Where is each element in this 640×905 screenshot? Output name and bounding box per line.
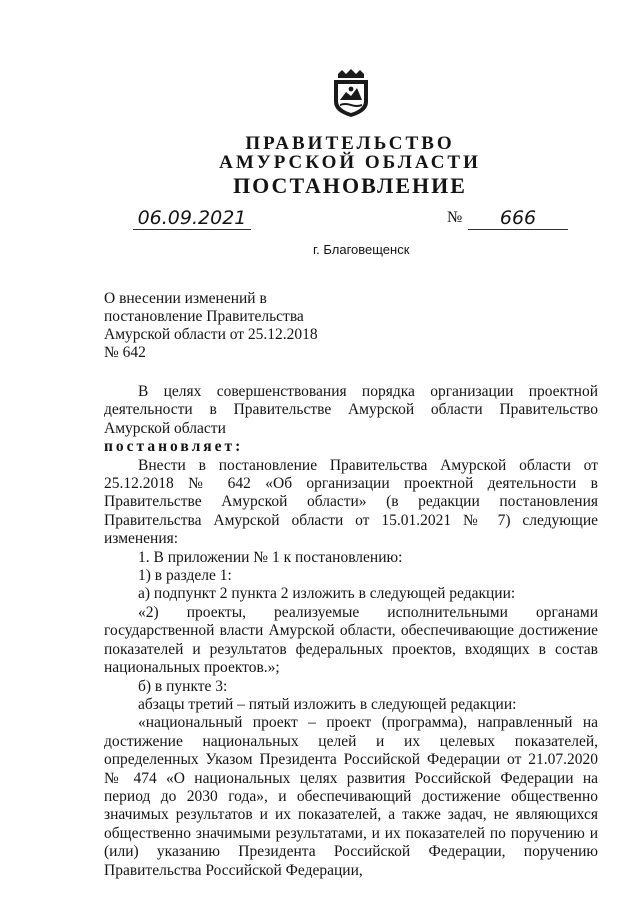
organization-title-line1: ПРАВИТЕЛЬСТВО [245, 133, 455, 154]
document-body [104, 383, 598, 880]
subject-line: № 642 [104, 344, 146, 361]
city-name: г. Благовещенск [313, 242, 410, 257]
subject-line: О внесении изменений в [104, 290, 267, 307]
body-paragraph: «2) проекты, реализуемые исполнительными органами государственной власти Амурской области, обеспечивающие достижение показателей и результатов федеральных проектов, входящих в состав национальных проектов.»; [104, 603, 598, 677]
subject-line: постановление Правительства [104, 308, 304, 325]
body-paragraph: «национальный проект – проект (программа), направленный на достижение национальных целей и их целевых показателей, определенных Указом Президента Российской Федерации от 21.07.2020 № 474 «О национальных целях развития Российской Федерации на период до 2030 года», и обеспечивающий достижение общественно значимых результатов и их показателей, а также задач, не являющихся общественно значимыми результатами, и их показателей по поручению и (или) указанию Президента Российской Федерации, поручению Правительства Российской Федерации, [104, 714, 598, 879]
body-paragraph: 1) в разделе 1: [138, 567, 232, 585]
document-date: 06.09.2021 [133, 207, 251, 230]
body-paragraph: 1. В приложении № 1 к постановлению: [138, 548, 403, 566]
number-label: № [447, 209, 463, 226]
body-paragraph: а) подпункт 2 пункта 2 изложить в следующей редакции: [138, 585, 516, 603]
body-paragraph: абзацы третий – пятый изложить в следующей редакции: [138, 695, 517, 713]
coat-of-arms-emblem [330, 68, 372, 118]
subject-line: Амурской области от 25.12.2018 [104, 326, 318, 343]
resolves-word: постановляет: [104, 438, 244, 456]
document-subject [104, 290, 364, 362]
body-paragraph: б) в пункте 3: [138, 677, 228, 695]
preamble-paragraph: В целях совершенствования порядка организации проектной деятельности в Правительстве Амурской области Правительство Амурской области [104, 383, 598, 437]
organization-title-line2: АМУРСКОЙ ОБЛАСТИ [219, 152, 481, 173]
body-paragraph: Внести в постановление Правительства Амурской области от 25.12.2018 № 642 «Об организации проектной деятельности в Правительстве Амурской области» (в редакции постановления Правительства Амурской области от 15.01.2021 № 7) следующие изменения: [104, 456, 598, 548]
document-number: 666 [468, 207, 568, 230]
document-type-title: ПОСТАНОВЛЕНИЕ [233, 173, 467, 198]
